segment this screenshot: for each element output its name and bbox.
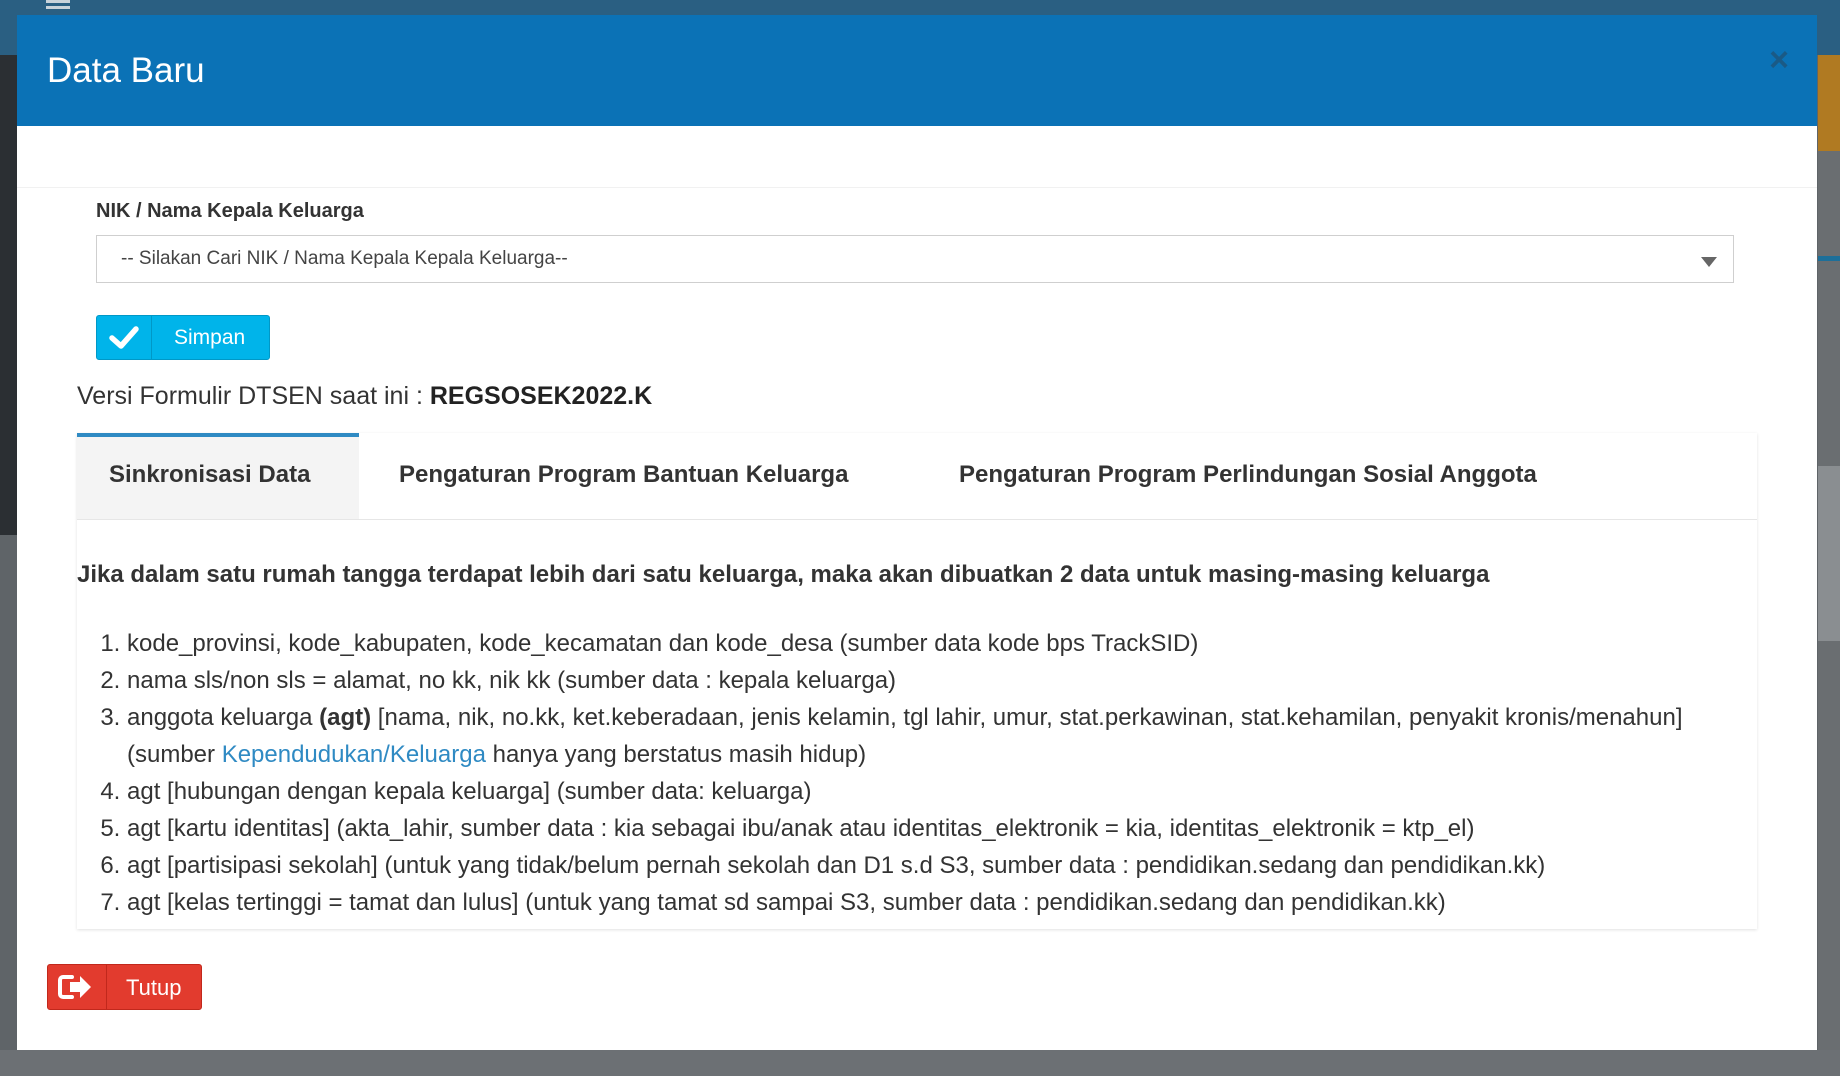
save-button[interactable] bbox=[96, 315, 270, 360]
list-item: 6. agt [partisipasi sekolah] (untuk yang tidak/belum pernah sekolah dan D1 s.d S3, sumber data : pendidikan.sedang dan pendidikan.kk) bbox=[127, 847, 1727, 884]
select-placeholder: -- Silakan Cari NIK / Nama Kepala Kepala Keluarga-- bbox=[121, 248, 568, 269]
modal-header bbox=[17, 15, 1817, 126]
chevron-down-icon bbox=[1701, 257, 1717, 267]
version-prefix: Versi Formulir DTSEN saat ini : bbox=[77, 382, 430, 410]
list-item: 4. agt [hubungan dengan kepala keluarga] (sumber data: keluarga) bbox=[127, 773, 1727, 810]
list-item: 1. kode_provinsi, kode_kabupaten, kode_kecamatan dan kode_desa (sumber data kode bps TrackSID) bbox=[127, 625, 1727, 662]
tab-panel bbox=[77, 433, 1757, 929]
item-text: [nama, nik, no.kk, ket.keberadaan, jenis kelamin, tgl lahir, umur, stat.perkawinan, stat.kehamilan, penyakit kronis/menahun] (sumber bbox=[127, 704, 1683, 768]
tab-label: Pengaturan Program Bantuan Keluarga bbox=[399, 461, 849, 488]
sync-list bbox=[77, 625, 1727, 921]
list-item: 2. nama sls/non sls = alamat, no kk, nik kk (sumber data : kepala keluarga) bbox=[127, 662, 1727, 699]
version-value: REGSOSEK2022.K bbox=[429, 382, 653, 410]
hamburger-menu-icon bbox=[46, 0, 70, 12]
field-label: NIK / Nama Kepala Keluarga bbox=[96, 200, 364, 222]
divider bbox=[17, 187, 1817, 188]
background-sidebar bbox=[0, 55, 18, 535]
tab-label: Pengaturan Program Perlindungan Sosial Anggota bbox=[959, 461, 1537, 488]
close-button[interactable] bbox=[47, 964, 202, 1010]
intro-text: Jika dalam satu rumah tangga terdapat lebih dari satu keluarga, maka akan dibuatkan 2 data untuk masing-masing keluarga bbox=[77, 561, 1490, 588]
item-text: anggota keluarga bbox=[127, 704, 320, 731]
background-footer bbox=[0, 1050, 1840, 1076]
tab-program-perlindungan-sosial[interactable] bbox=[919, 433, 1679, 519]
tab-strip bbox=[77, 433, 1757, 520]
close-icon[interactable]: × bbox=[1769, 41, 1789, 79]
sign-out-icon bbox=[48, 965, 107, 1009]
form-version bbox=[77, 382, 652, 411]
new-data-modal bbox=[17, 15, 1817, 1050]
background-scroll-block bbox=[1818, 466, 1840, 641]
tab-program-bantuan-keluarga[interactable] bbox=[359, 433, 919, 519]
save-label: Simpan bbox=[174, 326, 246, 349]
item-bold: (agt) bbox=[319, 704, 372, 731]
head-of-family-select[interactable] bbox=[96, 235, 1734, 283]
check-icon bbox=[97, 316, 152, 359]
list-item bbox=[127, 699, 1727, 773]
list-item: 7. agt [kelas tertinggi = tamat dan lulus] (untuk yang tamat sd sampai S3, sumber data : pendidikan.sedang dan pendidikan.kk) bbox=[127, 884, 1727, 921]
close-label: Tutup bbox=[126, 975, 182, 1000]
kependudukan-link[interactable]: Kependudukan/Keluarga bbox=[221, 741, 486, 768]
item-text: hanya yang berstatus masih hidup) bbox=[485, 741, 867, 768]
background-accent-line bbox=[1818, 256, 1840, 261]
tab-label: Sinkronisasi Data bbox=[109, 461, 311, 488]
list-item: 5. agt [kartu identitas] (akta_lahir, sumber data : kia sebagai ibu/anak atau identitas_elektronik = kia, identitas_elektronik = ktp_el) bbox=[127, 810, 1727, 847]
modal-title: Data Baru bbox=[47, 51, 205, 90]
background-accent bbox=[1818, 55, 1840, 151]
tab-sinkronisasi-data[interactable] bbox=[77, 433, 359, 519]
